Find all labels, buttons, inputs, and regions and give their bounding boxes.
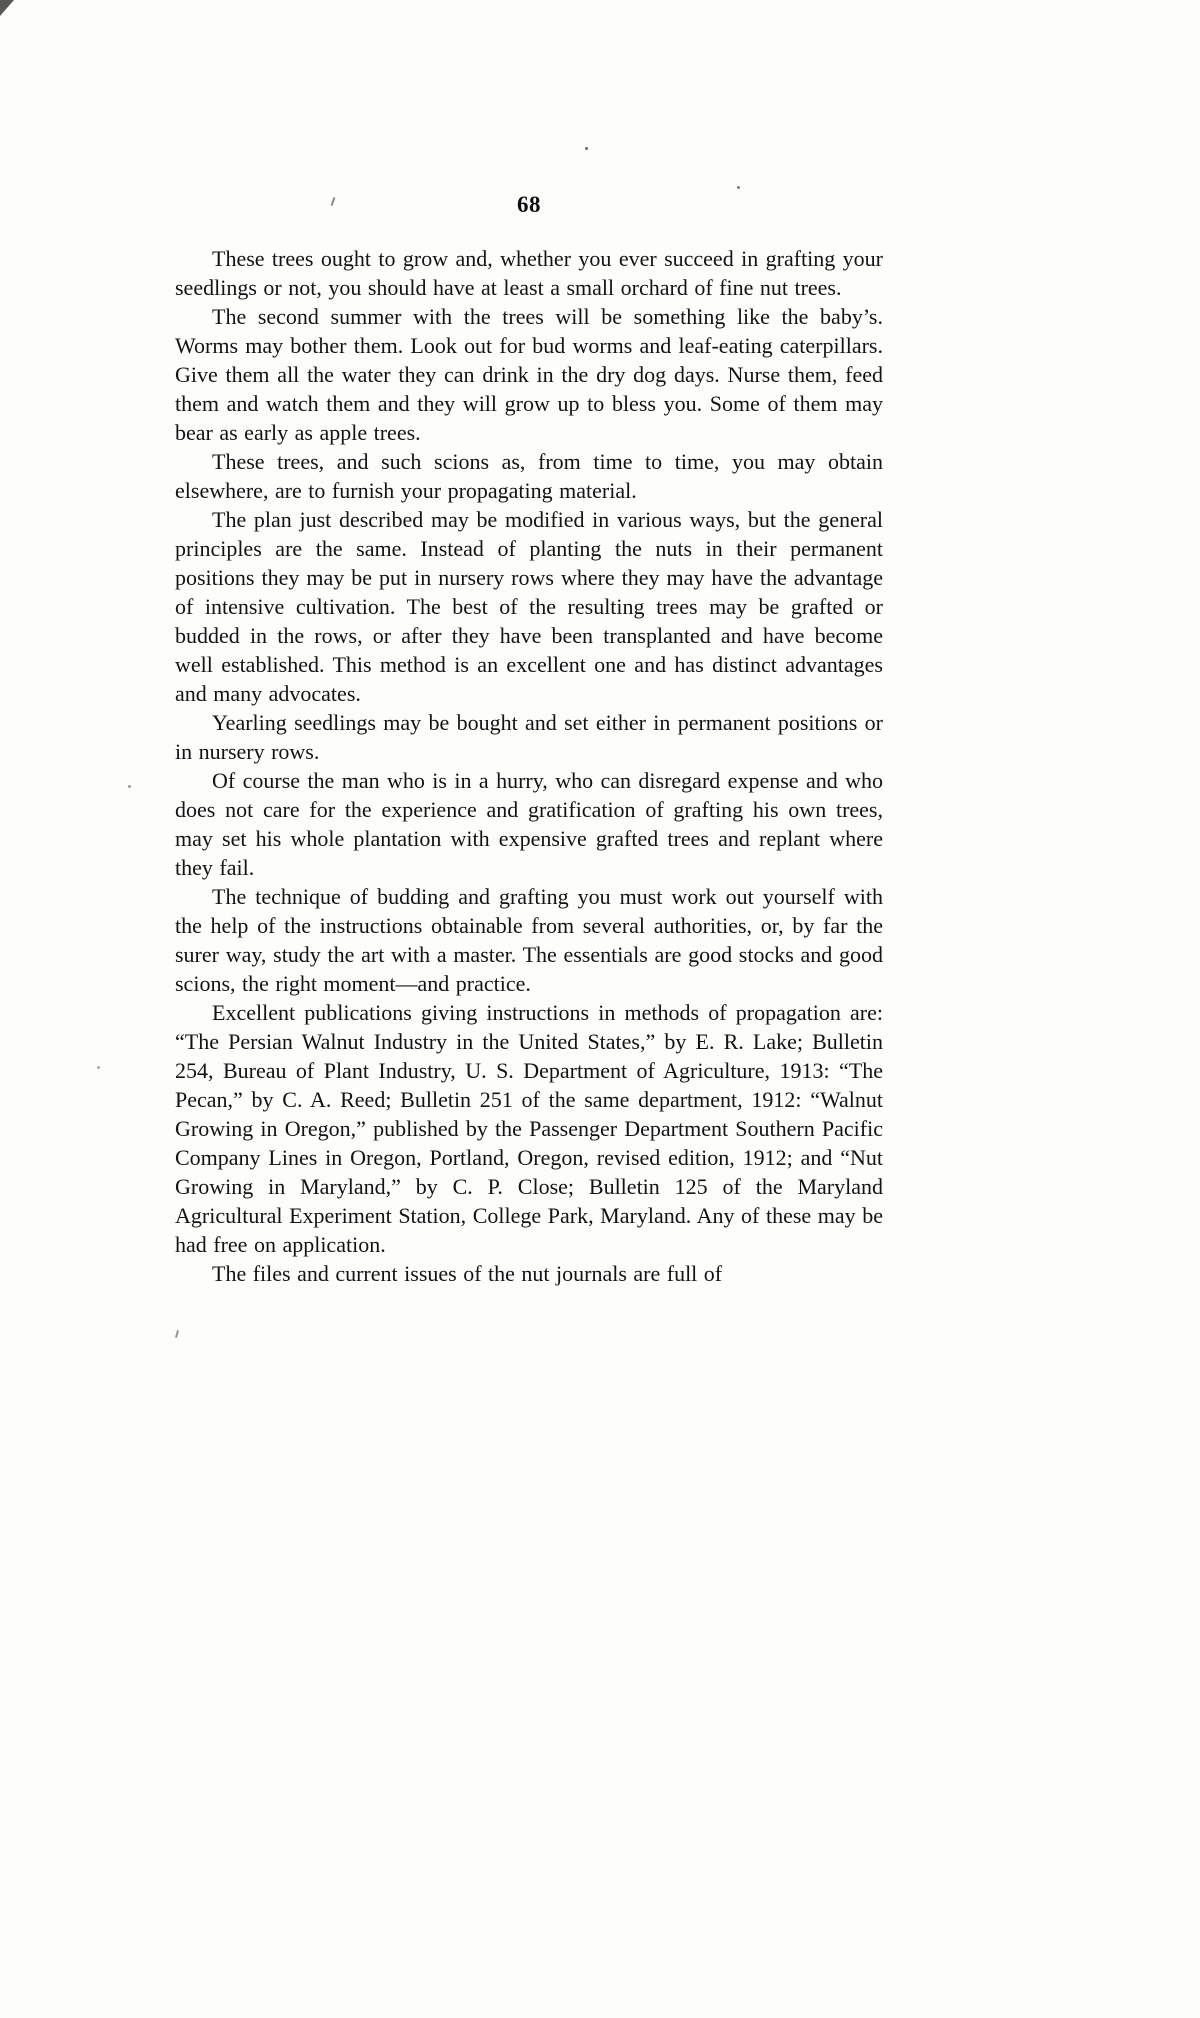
paragraph: Of course the man who is in a hurry, who can disregard expense and who does not care for the experience and gratification of grafting his own trees, may set his whole plantation with expensive grafted trees and replant where they fail. [175, 768, 883, 880]
page-number: 68 [517, 192, 541, 217]
scan-artifact-speck [175, 1330, 179, 1338]
paragraph: Excellent publications giving instructions in methods of propagation are: “The Persian Walnut Industry in the United States,” by E. R. Lake; Bulletin 254, Bureau of Plant Industry, U. S. Department of Agriculture, 1913: “The Pecan,” by C. A. Reed; Bulletin 251 of the same department, 1912: “Walnut Growing in Oregon,” published by the Passenger Department Southern Pacific Company Lines in Oregon, Portland, Oregon, revised edition, 1912; and “Nut Growing in Maryland,” by C. P. Close; Bulletin 125 of the Maryland Agricultural Experiment Station, College Park, Maryland. Any of these may be had free on application. [175, 1000, 883, 1257]
scan-artifact-corner [0, 0, 14, 16]
paragraph: The technique of budding and grafting you must work out yourself with the help of the instructions obtainable from several authorities, or, by far the surer way, study the art with a master. The essentials are good stocks and good scions, the right moment—and practice. [175, 884, 883, 996]
paragraph: These trees, and such scions as, from time to time, you may obtain elsewhere, are to furnish your propagating material. [175, 449, 883, 503]
scan-artifact-speck [97, 1066, 100, 1069]
text-block [175, 244, 883, 1288]
scan-artifact-speck [737, 186, 740, 189]
paragraph: Yearling seedlings may be bought and set either in permanent positions or in nursery rows. [175, 710, 883, 764]
scan-artifact-speck [128, 785, 131, 788]
paragraph: The second summer with the trees will be something like the baby’s. Worms may bother them. Look out for bud worms and leaf-eating caterpillars. Give them all the water they can drink in the dry dog days. Nurse them, feed them and watch them and they will grow up to bless you. Some of them may bear as early as apple trees. [175, 304, 883, 445]
paragraph: The files and current issues of the nut journals are full of [212, 1261, 723, 1286]
paragraph: These trees ought to grow and, whether you ever succeed in grafting your seedlings or not, you should have at least a small orchard of fine nut trees. [175, 246, 883, 300]
scan-artifact-speck [585, 147, 588, 150]
paragraph: The plan just described may be modified in various ways, but the general principles are the same. Instead of planting the nuts in their permanent positions they may be put in nursery rows where they may have the advantage of intensive cultivation. The best of the resulting trees may be grafted or budded in the rows, or after they have been transplanted and have become well established. This method is an excellent one and has distinct advantages and many advocates. [175, 507, 883, 706]
